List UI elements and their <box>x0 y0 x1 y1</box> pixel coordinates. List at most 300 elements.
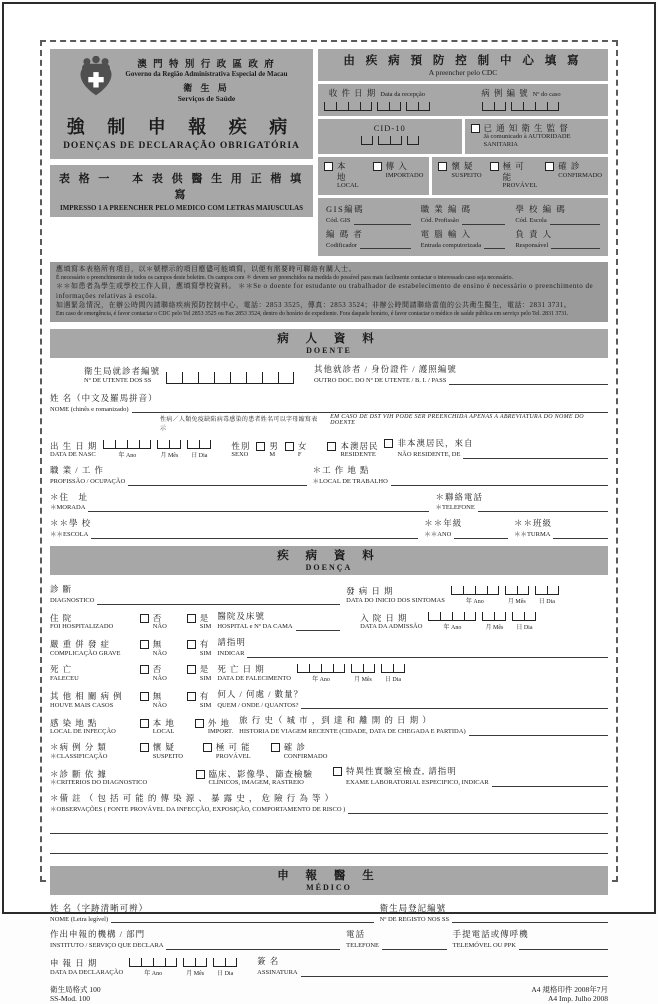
travel-history-field <box>239 715 608 736</box>
day-sublabel: 日 Dia <box>217 970 234 977</box>
cdc-imported-option[interactable] <box>373 161 424 190</box>
institute-line[interactable] <box>166 940 340 950</box>
travel-history-label-cn: 旅 行 史（ 城 市 ，到 達 和 離 開 的 日 期 ） <box>239 715 432 726</box>
classification-suspect-option[interactable] <box>140 742 183 760</box>
criteria-lab-checkbox[interactable] <box>333 767 342 776</box>
declaration-year-boxes[interactable] <box>129 958 177 967</box>
declaration-date-field <box>50 958 123 976</box>
death-row <box>50 664 608 683</box>
death-yes-option[interactable] <box>187 664 212 682</box>
admission-day-boxes[interactable] <box>512 612 536 621</box>
no-label-pt: NÃO <box>152 674 167 682</box>
school-field <box>50 518 418 539</box>
cid10-label: CID-10 <box>373 122 406 133</box>
cdc-local-option[interactable] <box>324 161 359 190</box>
year-sublabel: 年 Ano <box>443 625 462 632</box>
form-code <box>50 985 101 1004</box>
reception-date-label-pt: Data da recepção <box>380 91 426 98</box>
dob-label-cn: 出 生 日 期 <box>50 440 98 451</box>
observations-line-3[interactable] <box>50 840 608 854</box>
computer-entry-label-pt: Entrada computorizada <box>420 241 482 249</box>
case-number-label-cn: 病 例 編 號 <box>481 88 529 98</box>
death-year-group <box>297 664 345 683</box>
ss-number-boxes[interactable] <box>166 372 294 384</box>
criteria-field <box>50 769 190 787</box>
doctor-name-line[interactable] <box>111 913 374 923</box>
complication-yes-option[interactable] <box>187 639 212 657</box>
workplace-label-pt: ＊LOCAL DE TRABALHO <box>312 477 388 485</box>
have-label-cn: 有 <box>199 690 210 701</box>
hospital-bed-label-cn: 醫院及床號 <box>217 610 265 621</box>
cdc-confirmed-checkbox[interactable] <box>545 162 554 171</box>
observations-label-cn: ＊備 註 （ 包 括 可 能 的 傳 染 源 、 暴 露 史 ， 危 險 行 為 等 ） <box>50 793 335 804</box>
infection-place-label-pt: LOCAL DE INFECÇÃO <box>50 728 116 736</box>
infection-imported-option[interactable] <box>195 718 233 736</box>
hospitalized-label-cn: 住 院 <box>50 612 73 623</box>
hospital-bed-label-pt: HOSPITAL e Nº DA CAMA <box>217 623 293 631</box>
coder-label-cn: 編 碼 者 <box>325 228 364 239</box>
onset-month-group <box>505 586 529 605</box>
doctor-phone-label-cn: 電話 <box>346 929 366 940</box>
patient-name-label-pt: NOME (chinês e romanizado) <box>50 405 129 413</box>
infection-local-option[interactable] <box>140 718 175 736</box>
cdc-probable-label-cn: 極 可 能 <box>502 161 525 182</box>
infection-imported-label-cn: 外 地 <box>207 717 230 728</box>
hospitalized-label-pt: FOI HOSPITALIZADO <box>50 623 114 631</box>
criteria-clinical-option[interactable] <box>196 769 314 787</box>
profession-label-pt: PROFISSÃO / OCUPAÇÃO <box>50 477 126 485</box>
contact-phone-label-cn: ＊聯絡電話 <box>435 491 483 502</box>
cdc-imported-checkbox[interactable] <box>373 162 382 171</box>
none-label-cn: 無 <box>152 639 163 650</box>
admission-month-boxes[interactable] <box>482 612 506 621</box>
sex-female-option[interactable] <box>285 441 308 459</box>
cdc-confirmed-label-pt: CONFIRMADO <box>558 171 602 179</box>
cdc-probable-option[interactable] <box>490 161 538 190</box>
doctor-phone-line[interactable] <box>382 940 447 950</box>
cdc-local-label-pt: LOCAL <box>336 182 359 190</box>
dob-day-boxes[interactable] <box>187 440 211 449</box>
patient-name-label-cn: 姓 名（中文及羅馬拼音） <box>50 392 158 403</box>
patient-job-row <box>50 465 608 486</box>
address-line[interactable] <box>88 502 429 512</box>
instructions-block <box>50 262 608 322</box>
dob-month-group <box>157 440 181 459</box>
notified-label-cn: 已 通 知 衛 生 監 督 <box>483 122 569 133</box>
form-instruction-pt: IMPRESSO 1 A PREENCHER PELO MEDICO COM LETRAS MAIUSCULAS <box>59 204 304 212</box>
gov-title-pt: Governo da Região Administrativa Especial de Macau <box>125 70 288 78</box>
admission-day-group <box>512 612 536 631</box>
nonresident-checkbox[interactable] <box>384 439 393 448</box>
no-label-cn: 否 <box>152 664 163 675</box>
gis-code-label-cn: GIS編碼 <box>325 204 365 215</box>
school-code-label-cn: 學 校 編 碼 <box>515 204 567 215</box>
death-yes-checkbox[interactable] <box>187 665 196 674</box>
sex-field <box>231 441 250 459</box>
yes-label-pt: SIM <box>199 623 212 631</box>
profession-code-field <box>421 204 506 225</box>
criteria-label-cn: ＊診 斷 依 據 <box>50 768 107 779</box>
hospital-bed-field <box>217 611 340 632</box>
institute-field <box>50 929 340 950</box>
onset-date-field <box>346 586 445 604</box>
institute-label-cn: 作出申報的機構 / 部門 <box>50 929 146 940</box>
mobile-pager-label-cn: 手提電話或傳呼機 <box>452 929 529 940</box>
year-sublabel: 年 Ano <box>118 453 137 459</box>
travel-history-label-pt: HISTORIA DE VIAGEM RECENTE (CIDADE, DATA DE CHEGADA E PARTIDA) <box>239 728 466 736</box>
doctor-section-bar <box>50 866 608 895</box>
computer-entry-line[interactable] <box>484 239 505 249</box>
print-info-cn: A4 規格印件 2008年7月 <box>531 984 608 994</box>
ss-number-label-cn: 衛生局就診者編號 <box>84 366 161 377</box>
travel-history-line[interactable] <box>469 726 608 736</box>
cdc-status-group <box>432 157 608 195</box>
hospitalized-no-checkbox[interactable] <box>140 614 149 623</box>
criteria-lab-option[interactable] <box>333 766 608 787</box>
hospital-bed-line[interactable] <box>296 621 340 631</box>
gis-code-line[interactable] <box>354 215 411 225</box>
form-number-panel <box>50 165 313 217</box>
resident-option[interactable] <box>327 441 378 459</box>
lab-indicate-line[interactable] <box>492 777 608 787</box>
cdc-probable-label-pt: PROVÁVEL <box>502 182 538 190</box>
complication-label-cn: 嚴 重 併 發 症 <box>50 639 111 650</box>
doctor-phone-label-pt: TELEFONE <box>346 942 380 950</box>
instruction-line-4: 如遇緊急情況，在辦公時間內請聯絡疾病預防控制中心，電話：2853 3525，傳真：2853 3524；非辦公時間請聯絡當值的公共衛生醫生，電話：2831 3731。 <box>56 301 572 310</box>
form-footer <box>50 985 608 1004</box>
diagnosis-row <box>50 584 608 605</box>
cdc-origin-group <box>318 157 429 195</box>
responsible-field <box>515 229 600 250</box>
resident-checkbox[interactable] <box>327 442 336 451</box>
responsible-label-cn: 負 責 人 <box>515 228 553 239</box>
admission-year-boxes[interactable] <box>428 612 476 621</box>
observations-line-2[interactable] <box>50 820 608 834</box>
grade-line[interactable] <box>454 529 508 539</box>
yes-label-pt: SIM <box>199 649 212 657</box>
cdc-local-checkbox[interactable] <box>324 162 333 171</box>
doctor-phone-field <box>346 929 446 950</box>
dob-field <box>50 441 97 459</box>
yes-label-cn: 是 <box>199 664 210 675</box>
cdc-column <box>318 49 608 256</box>
disease-section-bar <box>50 546 608 575</box>
death-day-boxes[interactable] <box>381 664 405 673</box>
resident-label-cn: 本澳居民 <box>340 440 379 451</box>
nonresident-option[interactable] <box>384 438 608 459</box>
patient-name-field <box>50 393 608 433</box>
doctor-name-label-cn: 姓 名（字跡清晰可辨） <box>50 902 149 913</box>
doctor-name-row <box>50 903 608 924</box>
death-no-option[interactable] <box>140 664 167 682</box>
other-doc-line[interactable] <box>449 375 608 385</box>
onset-year-group <box>451 586 499 605</box>
observations-extra-line-1 <box>50 820 608 834</box>
admission-label-pt: DATA DA ADMISSÃO <box>360 623 423 631</box>
month-sublabel: 月 Mês <box>485 625 504 632</box>
sex-female-checkbox[interactable] <box>285 442 294 451</box>
onset-year-boxes[interactable] <box>451 586 499 595</box>
ss-number-field <box>84 366 160 384</box>
patient-section-title-cn: 病 人 資 料 <box>277 333 381 346</box>
death-month-boxes[interactable] <box>351 664 375 673</box>
declaration-day-group <box>213 958 237 977</box>
criteria-clinical-checkbox[interactable] <box>196 770 205 779</box>
onset-month-boxes[interactable] <box>505 586 529 595</box>
observations-label-pt: ＊OBSERVAÇÕES ( FONTE PROVÁVEL DA INFECÇÃO, EXPOSIÇÃO, COMPORTAMENTO DE RISCO ) <box>50 805 346 813</box>
name-note-pt: EM CASO DE DST VIH PODE SER PREENCHIDA APENAS A ABREVIATURA DO NOME DO DOENTE <box>330 414 584 427</box>
other-doc-field <box>314 364 608 385</box>
dob-month-boxes[interactable] <box>157 440 181 449</box>
none-label-cn: 無 <box>152 690 163 701</box>
day-sublabel: 日 Dia <box>191 453 208 459</box>
more-cases-field <box>50 691 134 709</box>
more-cases-yes-option[interactable] <box>187 691 212 709</box>
yes-label-pt: SIM <box>199 674 212 682</box>
complication-label-pt: COMPLICAÇÃO GRAVE <box>50 649 121 657</box>
institute-label-pt: INSTITUTO / SERVIÇO QUE DECLARA <box>50 942 164 950</box>
school-code-label-pt: Cód. Escola <box>515 216 547 224</box>
observations-line-1[interactable] <box>348 804 608 814</box>
complication-no-option[interactable] <box>140 639 167 657</box>
sex-male-option[interactable] <box>256 441 279 459</box>
reception-date-field <box>324 88 430 111</box>
page-frame <box>2 2 656 1004</box>
cid10-boxes-b[interactable] <box>378 136 402 145</box>
observations-extra-line-2 <box>50 840 608 854</box>
doctor-registration-label-cn: 衛生局登記編號 <box>379 902 447 913</box>
reception-day-boxes[interactable] <box>406 102 430 111</box>
no-label-pt: NÃO <box>152 649 167 657</box>
disease-section-title-cn: 疾 病 資 料 <box>277 549 381 562</box>
gov-title-cn: 澳 門 特 別 行 政 區 政 府 <box>137 60 276 70</box>
dob-year-boxes[interactable] <box>103 440 151 449</box>
onset-label-cn: 發 病 日 期 <box>346 586 394 597</box>
classification-suspect-checkbox[interactable] <box>140 743 149 752</box>
classification-probable-checkbox[interactable] <box>203 743 212 752</box>
signature-line[interactable] <box>301 967 608 977</box>
classification-probable-option[interactable] <box>203 742 251 760</box>
more-cases-yes-checkbox[interactable] <box>187 692 196 701</box>
doctor-registration-label-pt: Nº DE REGISTO NOS SS <box>379 915 450 923</box>
patient-school-row <box>50 518 608 539</box>
computer-entry-label-cn: 電 腦 輸 入 <box>420 228 472 239</box>
patient-name-line[interactable] <box>132 403 608 413</box>
clinical-label-pt: CLÍNICOS, IMAGEM, RASTREIO <box>208 779 304 787</box>
mobile-pager-line[interactable] <box>519 940 608 950</box>
case-number-boxes-a[interactable] <box>482 102 506 111</box>
coder-label-pt: Codificador <box>325 241 358 249</box>
lab-label-pt: EXAME LABORATORIAL ESPECIFICO, INDICAR <box>346 779 489 787</box>
declaration-month-boxes[interactable] <box>183 958 207 967</box>
suspect-label-cn: 懷 疑 <box>152 742 175 752</box>
cdc-title-cn: 由 疾 病 預 防 控 制 中 心 填 寫 <box>343 55 583 67</box>
more-cases-no-checkbox[interactable] <box>140 692 149 701</box>
reception-year-boxes[interactable] <box>324 102 372 111</box>
doctor-section-title-cn: 申 報 醫 生 <box>277 869 381 882</box>
complication-indicate-line[interactable] <box>247 648 608 658</box>
onset-day-boxes[interactable] <box>535 586 559 595</box>
grade-label-pt: ＊＊ANO <box>424 531 452 539</box>
who-where-line[interactable] <box>301 699 608 709</box>
year-sublabel: 年 Ano <box>312 676 330 683</box>
death-date-field <box>217 664 291 682</box>
cid-notified-row <box>318 119 608 154</box>
suspect-label-pt: SUSPEITO <box>152 752 183 760</box>
workplace-line[interactable] <box>391 476 608 486</box>
workplace-field <box>313 465 608 486</box>
mobile-pager-label-pt: TELEMÓVEL OU PPK <box>452 942 516 950</box>
onset-day-group <box>535 586 559 605</box>
contact-phone-line[interactable] <box>478 502 608 512</box>
no-label-pt: NÃO <box>152 701 167 709</box>
cid10-boxes-a[interactable] <box>361 136 373 145</box>
complication-no-checkbox[interactable] <box>140 640 149 649</box>
nonresident-label-cn: 非本澳居民，來自 <box>397 438 474 449</box>
responsible-label-pt: Responsável <box>515 241 549 249</box>
cdc-probable-checkbox[interactable] <box>490 162 499 171</box>
doctor-registration-line[interactable] <box>452 913 608 923</box>
government-titles <box>125 56 287 103</box>
female-label-cn: 女 <box>297 440 308 451</box>
cdc-date-case-panel <box>318 84 608 116</box>
declaration-date-row <box>50 956 608 977</box>
death-year-boxes[interactable] <box>297 664 345 673</box>
profession-code-line[interactable] <box>462 215 505 225</box>
clinical-label-cn: 臨床、影像學、篩查檢驗 <box>208 768 314 779</box>
no-label-pt: NÃO <box>152 623 167 631</box>
patient-address-row <box>50 492 608 513</box>
death-label-cn: 死 亡 <box>50 664 73 675</box>
coder-line[interactable] <box>360 239 411 249</box>
cdc-local-label-cn: 本 地 <box>336 161 347 182</box>
patient-id-row <box>50 364 608 385</box>
doctor-section-title-pt: MÉDICO <box>306 882 352 892</box>
confirmed-label-cn: 確 診 <box>283 742 306 752</box>
profession-line[interactable] <box>128 476 306 486</box>
cdc-confirmed-option[interactable] <box>545 161 602 190</box>
cdc-suspect-option[interactable] <box>438 161 481 190</box>
classification-confirmed-option[interactable] <box>271 742 328 760</box>
infection-local-checkbox[interactable] <box>140 719 149 728</box>
codes-panel <box>318 198 608 256</box>
cdc-imported-label-cn: 傳 入 <box>385 161 408 172</box>
declaration-year-group <box>129 958 177 977</box>
diagnosis-line[interactable] <box>97 595 340 605</box>
complication-field <box>50 639 134 657</box>
diagnosis-field <box>50 584 340 605</box>
profession-code-label-pt: Cód. Profissão <box>420 216 459 224</box>
contact-phone-field <box>435 492 608 513</box>
day-sublabel: 日 Dia <box>516 625 533 632</box>
case-number-field <box>440 88 602 111</box>
cdc-title-pt: A preencher pelo CDC <box>428 68 498 77</box>
classification-confirmed-checkbox[interactable] <box>271 743 280 752</box>
patient-name-row <box>50 393 608 433</box>
cdc-confirmed-label-cn: 確 診 <box>558 161 581 172</box>
responsible-line[interactable] <box>551 239 600 249</box>
more-cases-no-option[interactable] <box>140 691 167 709</box>
cid10-boxes-c[interactable] <box>407 136 419 145</box>
class-line[interactable] <box>553 529 608 539</box>
signature-field <box>257 956 608 977</box>
cdc-title-panel <box>318 49 608 81</box>
case-number-label-pt: Nº do caso <box>532 91 561 98</box>
sex-male-checkbox[interactable] <box>256 442 265 451</box>
indicate-label-cn: 請指明 <box>217 637 246 648</box>
form-cut-border <box>40 40 618 1004</box>
sex-label-pt: SEXO <box>231 451 249 459</box>
instruction-line-3: ＊＊如患者為學生或學校工作人員，應填寫學校資料。 ＊＊Se o doente for estudante ou trabalhador de estabelecimento de ensino é necessário o preenchimento de informações relativas à escola. <box>56 282 594 300</box>
case-number-boxes-b[interactable] <box>511 102 559 111</box>
confirmed-label-pt: CONFIRMADO <box>283 752 328 760</box>
profession-label-cn: 職 業 / 工 作 <box>50 465 104 475</box>
computer-entry-field <box>421 229 506 250</box>
nonresident-from-line[interactable] <box>463 449 608 459</box>
notified-authority-field <box>465 119 609 154</box>
death-day-group <box>381 664 405 683</box>
hospitalized-no-option[interactable] <box>140 613 167 631</box>
mobile-pager-field <box>453 929 608 950</box>
hospitalized-yes-checkbox[interactable] <box>187 614 196 623</box>
school-code-line[interactable] <box>550 215 600 225</box>
declaration-day-boxes[interactable] <box>213 958 237 967</box>
doctor-name-label-pt: NOME (Letra legível) <box>50 915 109 923</box>
school-line[interactable] <box>91 529 418 539</box>
lab-label-cn: 特異性實驗室檢查, 請指明 <box>346 766 457 777</box>
month-sublabel: 月 Mês <box>507 598 526 605</box>
more-cases-label-cn: 其 他 相 關 病 例 <box>50 690 123 701</box>
infection-imported-checkbox[interactable] <box>195 719 204 728</box>
profession-field <box>50 465 307 486</box>
profession-code-label-cn: 職 業 編 碼 <box>420 204 472 215</box>
admission-year-group <box>428 612 476 631</box>
day-sublabel: 日 Dia <box>538 598 555 605</box>
month-sublabel: 月 Mês <box>354 676 372 683</box>
form-header <box>50 49 608 256</box>
form-title-cn: 強 制 申 報 疾 病 <box>66 117 297 137</box>
patient-section-title-pt: DOENTE <box>306 346 352 356</box>
signature-label-cn: 簽 名 <box>257 955 280 966</box>
infection-place-field <box>50 718 134 736</box>
dept-title-pt: Serviços de Saúde <box>177 94 236 103</box>
contact-phone-label-pt: ＊TELEFONE <box>435 504 475 512</box>
reception-month-boxes[interactable] <box>377 102 401 111</box>
notified-authority-checkbox[interactable] <box>471 124 480 133</box>
class-label-pt: ＊＊TURMA <box>513 531 551 539</box>
diagnosis-label-pt: DIAGNOSTICO <box>50 596 95 604</box>
cdc-suspect-checkbox[interactable] <box>438 162 447 171</box>
form-code-pt: SS-Mod. 100 <box>50 994 91 1004</box>
dob-year-group <box>103 440 151 459</box>
classification-row <box>50 742 608 760</box>
admission-month-group <box>482 612 506 631</box>
grade-field <box>424 518 508 539</box>
declaration-month-group <box>183 958 207 977</box>
cdc-imported-label-pt: IMPORTADO <box>385 171 424 179</box>
health-bureau-logo-icon <box>75 56 117 103</box>
hospitalized-field <box>50 613 134 631</box>
death-no-checkbox[interactable] <box>140 665 149 674</box>
nonresident-label-pt: NÃO RESIDENTE, DE <box>397 451 461 459</box>
hospitalized-yes-option[interactable] <box>187 613 212 631</box>
complication-indicate-field <box>217 637 608 658</box>
ss-number-label-pt: Nº DE UTENTE DOS SS <box>84 376 152 384</box>
complication-yes-checkbox[interactable] <box>187 640 196 649</box>
declaration-date-label-cn: 申 報 日 期 <box>50 958 98 969</box>
address-field <box>50 492 429 513</box>
who-where-label-pt: QUEM / ONDE / QUANTOS? <box>217 701 299 709</box>
